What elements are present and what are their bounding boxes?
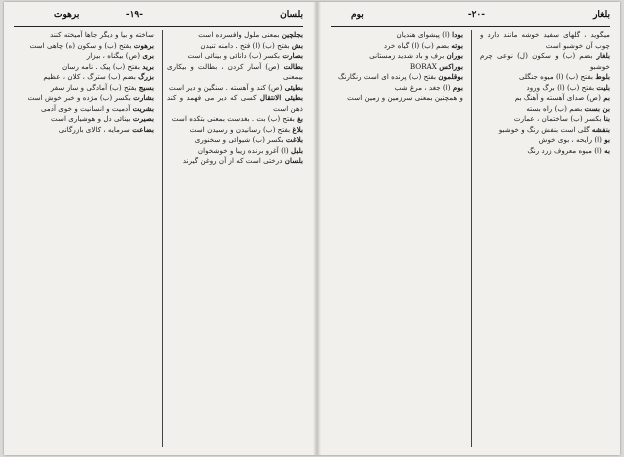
- entry-definition: (ا) آغرو برنده زیبا و خوشخوان: [197, 145, 289, 155]
- open-book: [4, 2, 620, 455]
- right-page-left-column: [331, 30, 463, 449]
- entry-headword: بوراکس: [439, 61, 463, 71]
- entry-definition: بفتح (ب) آمادگی و ساز سفر: [50, 82, 137, 92]
- dictionary-entry: [167, 41, 303, 52]
- dictionary-entry: [480, 104, 610, 115]
- dictionary-entry: [14, 51, 154, 62]
- entry-definition: بضم (ب) (ا) گیاه خرد: [383, 40, 450, 50]
- entry-headword: بنا: [603, 114, 610, 123]
- right-page-header-right-word: بلغار: [593, 10, 610, 20]
- entry-definition: بکسر (ب) دانائی و بینائی است: [187, 51, 281, 60]
- dictionary-entry: [14, 114, 154, 125]
- entry-headword: بزرگ: [138, 72, 154, 81]
- entry-definition: سرمایه ، کالای بازرگانی: [58, 124, 130, 134]
- entry-headword: بوته: [451, 40, 463, 50]
- left-page-left-column: [14, 30, 154, 449]
- entry-definition: بفتح (ب) و سکون (ه) چاهی است: [29, 40, 132, 50]
- dictionary-entry: [14, 41, 154, 52]
- book-gutter: [313, 2, 321, 455]
- right-page-number: -۲۰-: [467, 10, 485, 20]
- entry-headword: بشارت: [133, 93, 154, 102]
- left-page-header-rule: [14, 26, 303, 27]
- entry-headword: بوقلمون: [438, 72, 463, 81]
- right-page: [321, 2, 620, 455]
- entry-headword: به: [604, 145, 610, 155]
- entry-headword: بطیئی الانتقال: [259, 93, 303, 102]
- entry-headword: بلیت: [596, 82, 610, 92]
- dictionary-entry: [14, 83, 154, 94]
- entry-headword: بودا: [452, 30, 463, 39]
- entry-definition: گلی است بنفش رنگ و خوشبو: [498, 124, 590, 134]
- dictionary-entry: [167, 51, 303, 62]
- left-page-header: [14, 10, 303, 24]
- entry-definition: بضم (ب) و سکون (ل) نوعی چرم خوشبو: [480, 51, 610, 71]
- dictionary-entry: [480, 83, 610, 94]
- entry-definition: کسی که دیر می فهمد و کند ذهن است: [167, 93, 303, 113]
- right-page-header: [331, 10, 610, 24]
- entry-definition: بفتح (ب) رسانیدن و رسیدن است: [189, 124, 291, 134]
- entry-headword: بغ: [297, 114, 303, 123]
- entry-definition: (ص) آسار کردن ، بطالت و بیکاری بیمعنی: [167, 61, 303, 81]
- dictionary-entry: [14, 125, 154, 136]
- entry-definition: (ص) صدای آهسته و آهنگ بم: [514, 93, 601, 102]
- left-page-header-left-word: برهوت: [54, 10, 80, 20]
- dictionary-entry: [167, 156, 303, 167]
- entry-headword: بوم: [452, 82, 463, 92]
- entry-headword: بشریت: [132, 103, 154, 113]
- entry-headword: بلغار: [596, 51, 610, 60]
- entry-definition: (ص) کند و آهسته . سنگین و دیر است: [169, 82, 283, 92]
- entry-definition: (ا) پیشوای هندیان: [396, 30, 450, 39]
- entry-definition: بفتح (ب) (ا) برگ ورود: [526, 82, 595, 92]
- entry-definition: BORAX: [409, 61, 437, 71]
- entry-headword: برید: [142, 61, 154, 71]
- dictionary-entry: [167, 62, 303, 83]
- dictionary-entry: [14, 104, 154, 115]
- entry-definition: آدمیت و انسانیت و خوی آدمی: [40, 103, 131, 113]
- right-page-right-column: [480, 30, 610, 449]
- entry-headword: بو: [604, 135, 610, 144]
- entry-headword: بن بست: [584, 103, 610, 113]
- entry-definition: بفتح (ب) (ا) فتح . دامنه تنیدن: [200, 40, 290, 50]
- dictionary-entry: [14, 30, 154, 41]
- dictionary-entry: [167, 83, 303, 94]
- entry-definition: بکسر (ب) شیوائی و سخنوری: [194, 135, 284, 144]
- entry-definition: (ا) جغد ، مرغ شب: [394, 82, 451, 92]
- dictionary-entry: [480, 146, 610, 157]
- entry-headword: بری: [142, 51, 154, 60]
- entry-definition: بفتح (ب) بت . بغدست بمعنی بتکده است: [171, 114, 295, 123]
- right-page-column-rule: [471, 30, 472, 447]
- entry-headword: بضاعت: [132, 124, 154, 134]
- left-page-number: -۱۹-: [125, 10, 143, 20]
- dictionary-entry: [480, 93, 610, 104]
- entry-definition: درختی است که از آن روغن گیرند: [182, 156, 283, 165]
- entry-headword: بلسان: [284, 156, 303, 165]
- entry-definition: بفتح (ب) پیک . نامه رسان: [61, 61, 140, 71]
- dictionary-entry: [331, 93, 463, 104]
- dictionary-entry: [167, 146, 303, 157]
- entry-definition: بکسر (ب) مژده و خبر خوش است: [27, 93, 131, 102]
- entry-definition: بکسر (ب) ساختمان ، عمارت: [513, 114, 602, 123]
- dictionary-entry: [480, 72, 610, 83]
- entry-definition: (ا) رایحه ، بوی خوش: [538, 135, 602, 144]
- entry-definition: بینائی دل و هوشیاری است: [50, 114, 131, 123]
- dictionary-entry: [480, 51, 610, 72]
- entry-headword: بلبل: [291, 145, 303, 155]
- dictionary-entry: [331, 41, 463, 52]
- dictionary-entry: [480, 30, 610, 51]
- dictionary-entry: [480, 135, 610, 146]
- dictionary-entry: [167, 114, 303, 125]
- dictionary-entry: [167, 30, 303, 41]
- dictionary-entry: [14, 62, 154, 73]
- right-page-header-left-word: بوم: [351, 10, 364, 20]
- entry-headword: بلاغت: [285, 135, 303, 144]
- entry-definition: ساخته و بیا و دیگر جاها آمیخته کنند: [50, 30, 154, 39]
- dictionary-entry: [14, 93, 154, 104]
- left-page-column-rule: [162, 30, 163, 447]
- entry-definition: بضم (ب) سترگ ، کلان ، عظیم: [43, 72, 136, 81]
- entry-definition: (ا) میوه معروف زرد رنگ: [527, 145, 602, 155]
- entry-definition: برف و باد شدید زمستانی: [369, 51, 445, 60]
- entry-headword: بش: [291, 40, 303, 50]
- left-page-right-column: [167, 30, 303, 449]
- dictionary-entry: [167, 93, 303, 114]
- entry-headword: بلوط: [595, 72, 610, 81]
- entry-headword: بلاغ: [292, 124, 303, 134]
- dictionary-entry: [14, 72, 154, 83]
- dictionary-entry: [480, 114, 610, 125]
- right-page-header-rule: [331, 26, 610, 27]
- entry-definition: و همچنین بمعنی سرزمین و زمین است: [347, 93, 463, 102]
- dictionary-entry: [331, 51, 463, 62]
- dictionary-entry: [480, 125, 610, 136]
- entry-headword: بطالت: [283, 61, 303, 71]
- entry-definition: بفتح (ب) پرنده ای است رنگارنگ: [338, 72, 437, 81]
- entry-definition: بمعنی ملول وافسرده است: [198, 30, 280, 39]
- dictionary-entry: [331, 62, 463, 73]
- entry-headword: بسیج: [138, 82, 154, 92]
- entry-headword: بطیئی: [284, 82, 303, 92]
- dictionary-entry: [167, 125, 303, 136]
- entry-headword: برهوت: [133, 40, 154, 50]
- left-page: [4, 2, 313, 455]
- entry-headword: بوران: [446, 51, 463, 60]
- entry-headword: بصارت: [282, 51, 303, 60]
- dictionary-entry: [331, 30, 463, 41]
- entry-headword: بم: [603, 93, 610, 102]
- entry-definition: میگوید ، گلهای سفید خوشه مانند دارد و چوب آن خوشبو است: [480, 30, 610, 50]
- dictionary-entry: [331, 83, 463, 94]
- dictionary-entry: [167, 135, 303, 146]
- entry-definition: (ص) بیگناه ، بیزار: [86, 51, 141, 60]
- entry-definition: بضم (ب) راه بسته: [526, 103, 583, 113]
- entry-headword: بجلچین: [281, 30, 303, 39]
- dictionary-entry: [331, 72, 463, 83]
- entry-headword: بنفشه: [591, 124, 610, 134]
- entry-definition: بفتح (ب) (ا) میوه جنگلی: [518, 72, 593, 81]
- entry-headword: بصیرت: [132, 114, 154, 123]
- left-page-header-right-word: بلسان: [280, 10, 303, 20]
